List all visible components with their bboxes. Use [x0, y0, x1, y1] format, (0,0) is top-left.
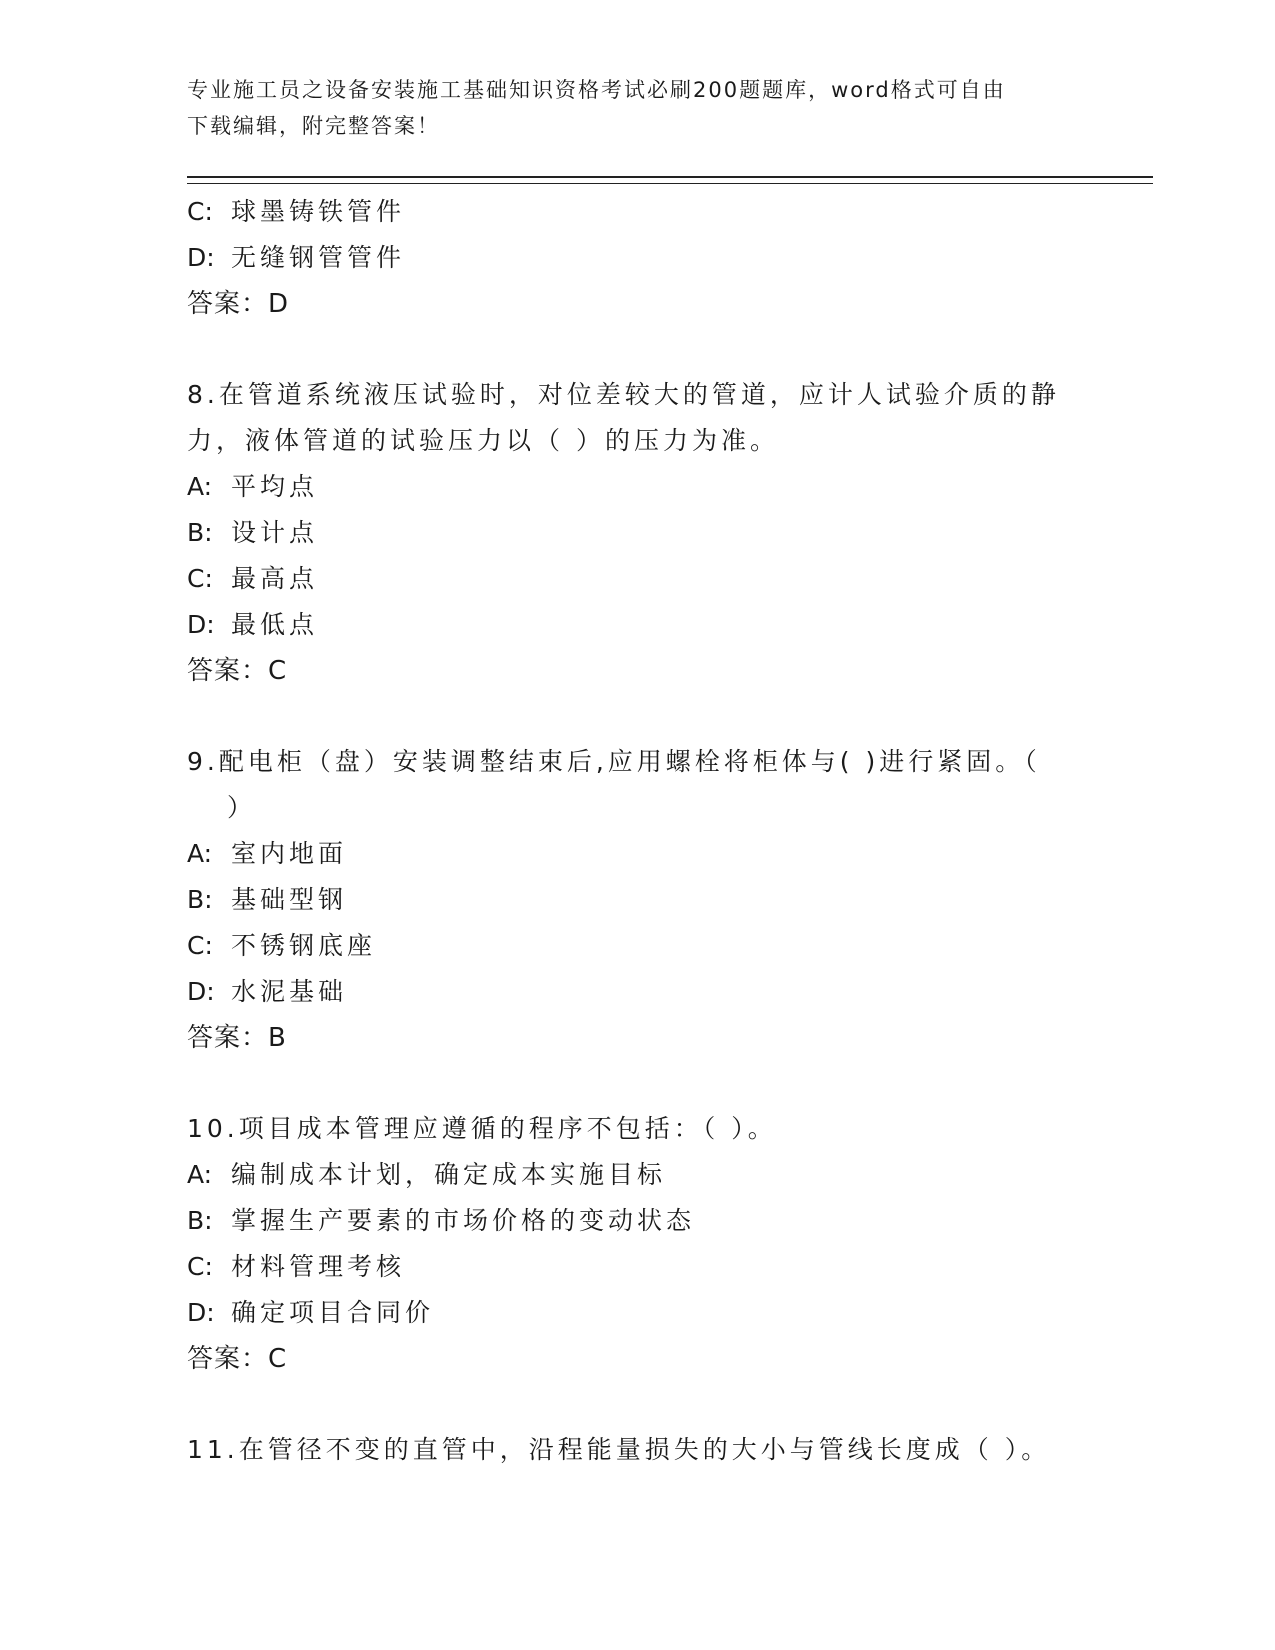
option-b	[187, 510, 1077, 556]
option-letter: D:	[187, 610, 215, 639]
option-letter: C:	[187, 564, 213, 593]
header-line-1: 专业施工员之设备安装施工基础知识资格考试必刷200题题库，word格式可自由	[187, 78, 1006, 102]
option-letter: A:	[187, 839, 213, 868]
option-d	[187, 969, 1077, 1015]
spacer	[187, 1382, 1077, 1427]
option-d	[187, 235, 1077, 281]
answer-line: 答案：D	[187, 289, 290, 319]
header-line-2: 下载编辑，附完整答案！	[187, 114, 440, 138]
option-text: 编制成本计划，确定成本实施目标	[231, 1160, 667, 1189]
option-d	[187, 1290, 1077, 1336]
option-text: 设计点	[231, 518, 319, 547]
option-text: 无缝钢管管件	[231, 243, 406, 272]
spacer	[187, 694, 1077, 739]
option-b	[187, 1198, 1077, 1244]
option-letter: B:	[187, 1206, 213, 1235]
question-block-10	[187, 1106, 1077, 1382]
question-block-9	[187, 739, 1077, 1061]
option-a	[187, 1152, 1077, 1198]
option-letter: C:	[187, 931, 213, 960]
option-letter: D:	[187, 977, 215, 1006]
option-letter: A:	[187, 1160, 213, 1189]
option-letter: B:	[187, 885, 213, 914]
option-text: 最低点	[231, 610, 319, 639]
option-letter: D:	[187, 243, 215, 272]
option-d	[187, 602, 1077, 648]
option-text: 确定项目合同价	[231, 1298, 435, 1327]
option-letter: C:	[187, 197, 213, 226]
option-text: 最高点	[231, 564, 319, 593]
question-text-line-1: 11.在管径不变的直管中，沿程能量损失的大小与管线长度成（ ）。	[187, 1435, 1051, 1464]
answer-line: 答案：C	[187, 656, 288, 686]
question-text-line-1: 9.配电柜（盘）安装调整结束后,应用螺栓将柜体与( )进行紧固。（	[187, 747, 1041, 776]
option-text: 室内地面	[231, 839, 348, 868]
question-text-line-1: 10.项目成本管理应遵循的程序不包括：（ ）。	[187, 1114, 777, 1143]
option-text: 球墨铸铁管件	[231, 197, 406, 226]
option-c	[187, 1244, 1077, 1290]
option-c	[187, 189, 1077, 235]
question-text-line-1: 8.在管道系统液压试验时，对位差较大的管道，应计人试验介质的静	[187, 380, 1060, 409]
question-block-7	[187, 189, 1077, 327]
header-divider-thin	[187, 183, 1153, 184]
question-text-line-2: ）	[227, 793, 257, 822]
option-text: 基础型钢	[231, 885, 348, 914]
option-text: 不锈钢底座	[231, 931, 377, 960]
option-a	[187, 464, 1077, 510]
question-text-line-2: 力，液体管道的试验压力以（ ）的压力为准。	[187, 426, 779, 455]
option-letter: A:	[187, 472, 213, 501]
option-letter: B:	[187, 518, 213, 547]
option-letter: D:	[187, 1298, 215, 1327]
option-text: 水泥基础	[231, 977, 348, 1006]
question-list	[187, 189, 1077, 1473]
option-c	[187, 923, 1077, 969]
spacer	[187, 1061, 1077, 1106]
spacer	[187, 327, 1077, 372]
question-block-11	[187, 1427, 1077, 1473]
document-header	[187, 72, 1077, 144]
header-divider-thick	[187, 176, 1153, 178]
option-a	[187, 831, 1077, 877]
option-b	[187, 877, 1077, 923]
option-text: 掌握生产要素的市场价格的变动状态	[231, 1206, 696, 1235]
answer-line: 答案：C	[187, 1344, 288, 1374]
answer-line: 答案：B	[187, 1023, 287, 1053]
option-text: 平均点	[231, 472, 319, 501]
option-letter: C:	[187, 1252, 213, 1281]
option-c	[187, 556, 1077, 602]
option-text: 材料管理考核	[231, 1252, 406, 1281]
question-block-8	[187, 372, 1077, 694]
